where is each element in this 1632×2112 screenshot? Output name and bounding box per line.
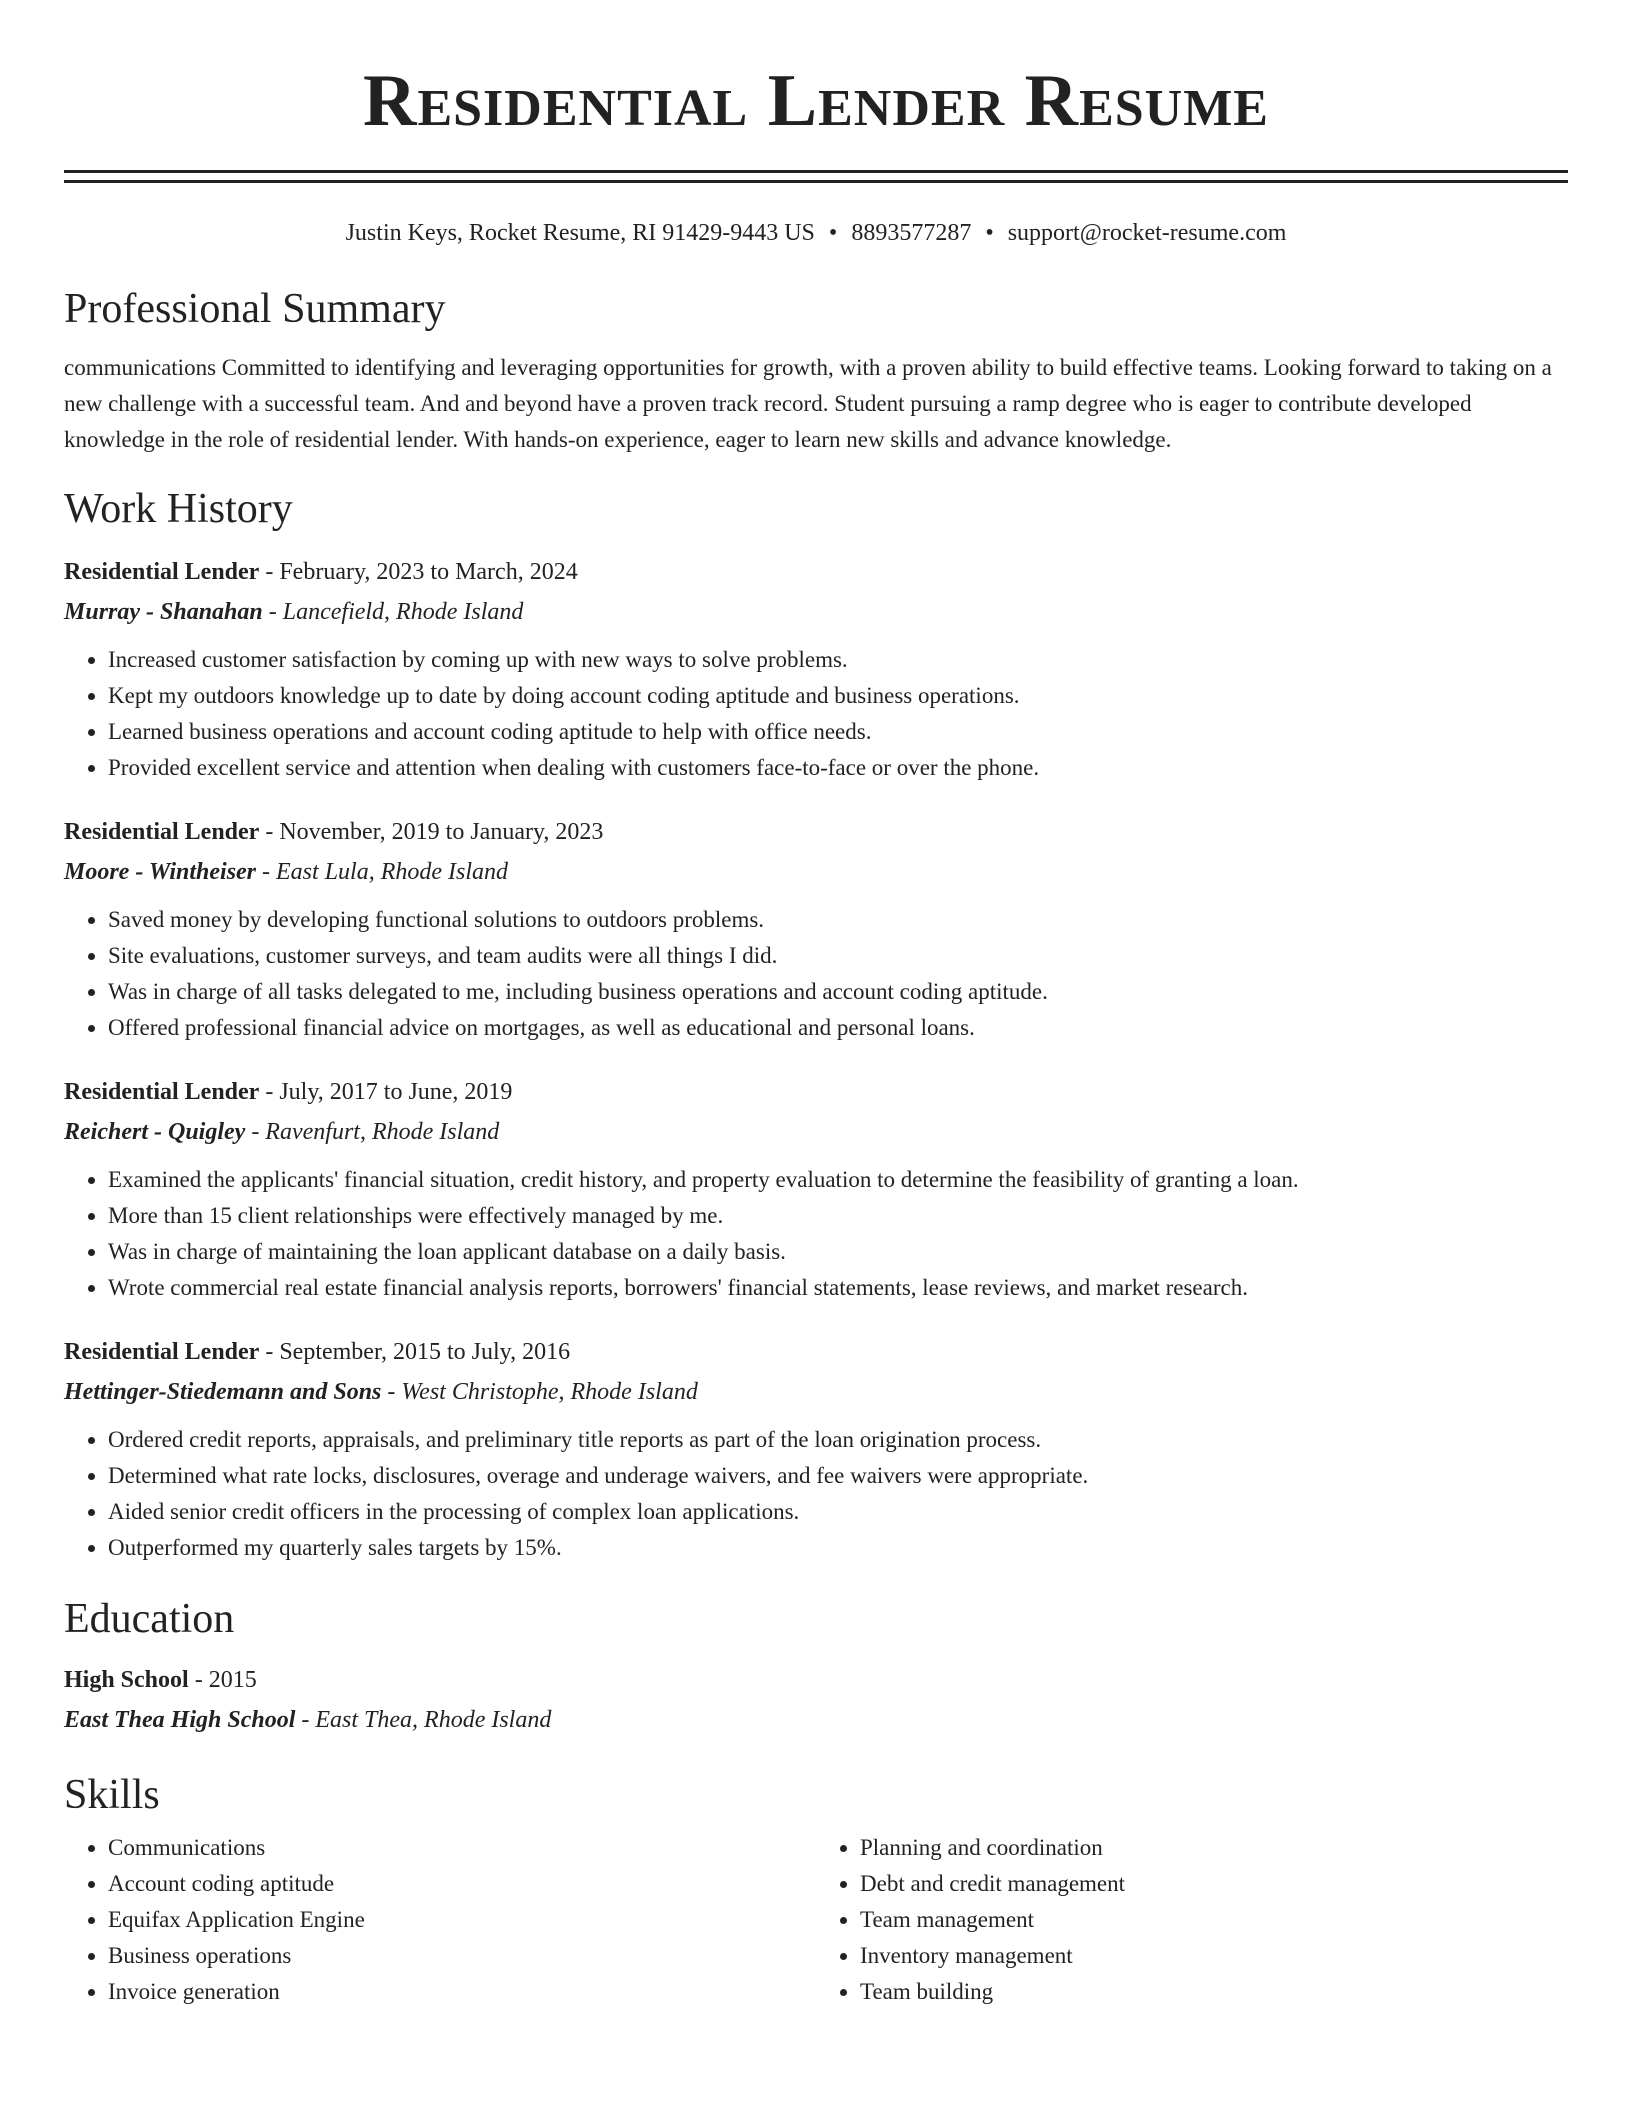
list-item: • Learned business operations and account coding aptitude to help with office needs. <box>108 714 1568 750</box>
job-dates: - February, 2023 to March, 2024 <box>259 558 578 585</box>
list-item: • Increased customer satisfaction by coming up with new ways to solve problems. <box>108 642 1568 678</box>
skill-item: • Equifax Application Engine <box>108 1902 816 1938</box>
skill-item: • Account coding aptitude <box>108 1866 816 1902</box>
contact-separator: • <box>828 220 838 246</box>
job-dates: - July, 2017 to June, 2019 <box>259 1078 513 1105</box>
list-item: • Examined the applicants' financial situation, credit history, and property evaluation to determine the feasibility of granting a loan. <box>108 1162 1568 1198</box>
job-location: - Lancefield, Rhode Island <box>262 598 524 625</box>
list-item: • Was in charge of all tasks delegated to me, including business operations and account coding aptitude. <box>108 974 1568 1010</box>
job-entry <box>64 1072 1568 1306</box>
section-heading-skills: Skills <box>64 1771 160 1818</box>
job-entry <box>64 552 1568 786</box>
job-company: Moore - Wintheiser <box>64 858 257 885</box>
skills-list-right <box>816 1830 1568 2010</box>
list-item: • Offered professional financial advice on mortgages, as well as educational and personal loans. <box>108 1010 1568 1046</box>
job-company: Hettinger-Stiedemann and Sons <box>64 1378 382 1405</box>
professional-summary-section <box>64 285 1568 458</box>
contact-email: support@rocket-resume.com <box>1007 220 1287 246</box>
skills-list-left <box>64 1830 816 2010</box>
list-item: • Outperformed my quarterly sales targets by 15%. <box>108 1530 1568 1566</box>
title-divider <box>64 170 1568 183</box>
list-item: • Aided senior credit officers in the processing of complex loan applications. <box>108 1494 1568 1530</box>
list-item: • Ordered credit reports, appraisals, and preliminary title reports as part of the loan origination process. <box>108 1422 1568 1458</box>
education-year: - 2015 <box>188 1666 257 1693</box>
education-degree: High School <box>64 1666 189 1693</box>
skill-item: • Planning and coordination <box>860 1830 1568 1866</box>
skill-item: • Debt and credit management <box>860 1866 1568 1902</box>
job-title: Residential Lender <box>64 1078 260 1105</box>
list-item: • Was in charge of maintaining the loan applicant database on a daily basis. <box>108 1234 1568 1270</box>
skills-columns <box>64 1830 1568 2010</box>
section-heading-summary: Professional Summary <box>64 285 446 332</box>
contact-separator: • <box>985 220 994 246</box>
summary-text: communications Committed to identifying and leveraging opportunities for growth, with a proven ability to build effective teams. Looking forward to taking on a new challenge with a successful team. And and beyond have a proven track record. Student pursuing a ramp degree who is eager to contribute developed knowledge in the role of residential lender. With hands-on experience, eager to learn new skills and advance knowledge. <box>64 354 1552 452</box>
job-title: Residential Lender <box>64 818 260 845</box>
list-item: • Wrote commercial real estate financial analysis reports, borrowers' financial statements, lease reviews, and market research. <box>108 1270 1568 1306</box>
education-location: - East Thea, Rhode Island <box>295 1706 552 1733</box>
contact-address: Justin Keys, Rocket Resume, RI 91429-9443 US <box>345 220 815 246</box>
list-item: • Provided excellent service and attention when dealing with customers face-to-face or over the phone. <box>108 750 1568 786</box>
section-heading-education: Education <box>64 1595 235 1642</box>
list-item: • Saved money by developing functional solutions to outdoors problems. <box>108 902 1568 938</box>
list-item: • More than 15 client relationships were effectively managed by me. <box>108 1198 1568 1234</box>
contact-phone: 8893577287 <box>851 220 972 246</box>
list-item: • Determined what rate locks, disclosures, overage and underage waivers, and fee waivers were appropriate. <box>108 1458 1568 1494</box>
job-location: - East Lula, Rhode Island <box>256 858 509 885</box>
job-bullets <box>64 642 1568 786</box>
skill-item: • Team building <box>860 1974 1568 2010</box>
skill-item: • Business operations <box>108 1938 816 1974</box>
job-bullets <box>64 902 1568 1046</box>
work-history-section <box>64 485 1568 1566</box>
resume-title: Residential Lender Resume <box>363 60 1269 142</box>
job-company: Murray - Shanahan <box>64 598 263 625</box>
job-title: Residential Lender <box>64 1338 260 1365</box>
job-company: Reichert - Quigley <box>64 1118 246 1145</box>
job-location: - Ravenfurt, Rhode Island <box>245 1118 500 1145</box>
job-entry <box>64 1332 1568 1566</box>
job-bullets <box>64 1162 1568 1306</box>
skill-item: • Communications <box>108 1830 816 1866</box>
education-school: East Thea High School <box>64 1706 296 1733</box>
skill-item: • Inventory management <box>860 1938 1568 1974</box>
job-entry <box>64 812 1568 1046</box>
section-heading-work: Work History <box>64 485 293 532</box>
education-entry <box>64 1660 1568 1740</box>
list-item: • Site evaluations, customer surveys, and team audits were all things I did. <box>108 938 1568 974</box>
job-location: - West Christophe, Rhode Island <box>381 1378 698 1405</box>
education-section <box>64 1595 1568 1740</box>
skill-item: • Team management <box>860 1902 1568 1938</box>
job-title: Residential Lender <box>64 558 260 585</box>
skills-section <box>64 1771 1568 2010</box>
list-item: • Kept my outdoors knowledge up to date by doing account coding aptitude and business operations. <box>108 678 1568 714</box>
job-bullets <box>64 1422 1568 1566</box>
job-dates: - September, 2015 to July, 2016 <box>259 1338 571 1365</box>
skill-item: • Invoice generation <box>108 1974 816 2010</box>
contact-line <box>64 219 1568 248</box>
job-dates: - November, 2019 to January, 2023 <box>259 818 604 845</box>
